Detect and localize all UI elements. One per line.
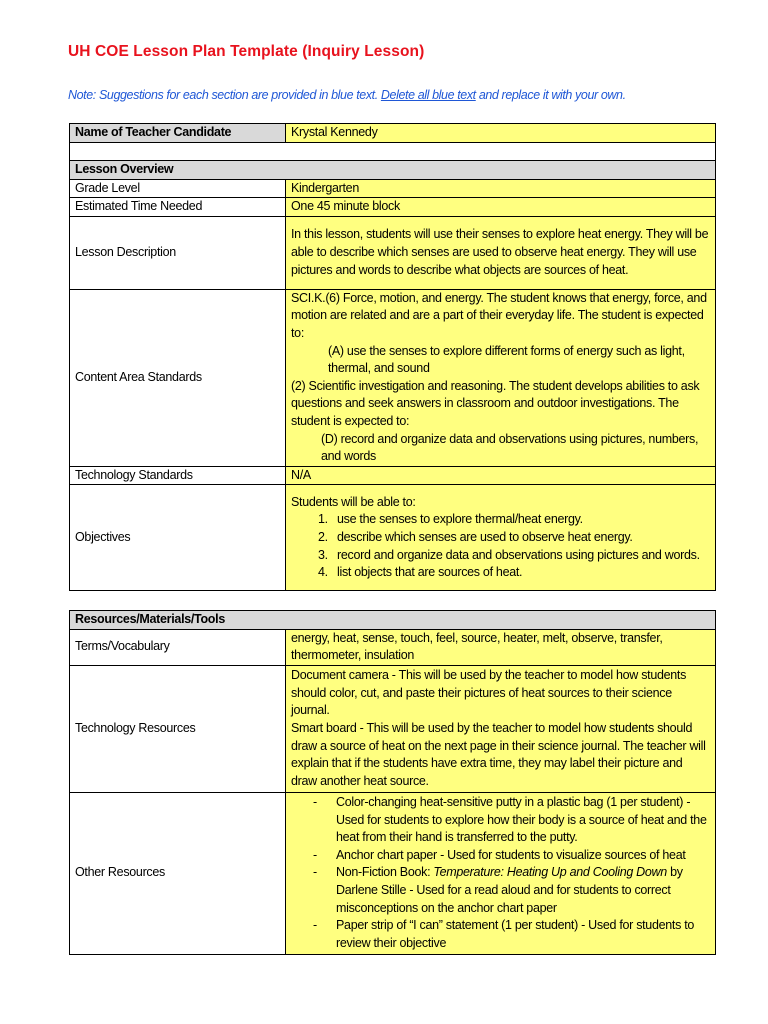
grade-level-label: Grade Level: [70, 179, 286, 198]
standard-2: (2) Scientific investigation and reasoning. The student develops abilities to ask questions and seek answers in classroom and outdoor investigations. The student is expected to:: [291, 378, 700, 428]
other-resources-value: [286, 792, 716, 954]
document-title: UH COE Lesson Plan Template (Inquiry Lesson): [68, 43, 425, 60]
standard-2d: (D) record and organize data and observations using pictures, numbers, and words: [321, 431, 699, 464]
teacher-name-label: Name of Teacher Candidate: [70, 124, 286, 143]
technology-resources-label: Technology Resources: [70, 665, 286, 792]
teacher-name-value: Krystal Kennedy: [286, 124, 716, 143]
grade-level-value: Kindergarten: [286, 179, 716, 198]
lesson-description-label: Lesson Description: [70, 216, 286, 289]
instruction-note: [68, 88, 626, 102]
tech-standards-value: N/A: [286, 466, 716, 485]
content-standards-label: Content Area Standards: [70, 289, 286, 466]
vocabulary-label: Terms/Vocabulary: [70, 629, 286, 665]
smart-board-text: Smart board - This will be used by the teacher to model how students should draw a source of heat on the next page in their science journal. The teacher will explain that if the students have extra time, they may label their picture and draw another heat source.: [291, 720, 706, 788]
time-needed-label: Estimated Time Needed: [70, 198, 286, 217]
spacer-row: [70, 143, 716, 161]
objectives-list: [291, 511, 710, 581]
note-suffix: and replace it with your own.: [475, 88, 626, 102]
technology-resources-value: [286, 665, 716, 792]
standard-6a: (A) use the senses to explore different forms of energy such as light, thermal, and sound: [328, 343, 685, 376]
resource-item-chart-paper: - Anchor chart paper - Used for students to visualize sources of heat: [291, 847, 710, 865]
note-prefix: Note: Suggestions for each section are provided in blue text.: [68, 88, 381, 102]
resources-table: [69, 610, 716, 955]
book-title: Temperature: Heating Up and Cooling Down: [433, 865, 667, 880]
lesson-overview-table: [69, 160, 716, 591]
vocabulary-value: energy, heat, sense, touch, feel, source, heater, melt, observe, transfer, thermometer, insulation: [286, 629, 716, 665]
lesson-overview-header: Lesson Overview: [70, 161, 716, 180]
resources-header: Resources/Materials/Tools: [70, 611, 716, 630]
teacher-table: [69, 123, 716, 161]
lesson-description-value: In this lesson, students will use their senses to explore heat energy. They will be able to describe which senses are used to observe heat energy. They will use pictures and words to describe what objects are sources of heat.: [286, 216, 716, 289]
standard-6: SCI.K.(6) Force, motion, and energy. The student knows that energy, force, and motion are related and are a part of their everyday life. The student is expected to:: [291, 290, 707, 340]
book-prefix: Non-Fiction Book:: [336, 865, 434, 880]
resource-item-paper-strip: - Paper strip of “I can” statement (1 per student) - Used for students to review their objective: [291, 917, 710, 952]
objective-item: 4. list objects that are sources of heat.: [331, 564, 710, 582]
content-standards-value: [286, 289, 716, 466]
tech-standards-label: Technology Standards: [70, 466, 286, 485]
other-resources-label: Other Resources: [70, 792, 286, 954]
resource-item-putty: - Color-changing heat-sensitive putty in a plastic bag (1 per student) - Used for students to explore how their body is a source of heat and the heat from their hand is transferred to the putty.: [291, 794, 710, 847]
resource-item-book: [291, 864, 710, 917]
objective-item: 3. record and organize data and observations using pictures and words.: [331, 547, 710, 565]
objectives-intro: Students will be able to:: [291, 494, 416, 509]
objectives-value: [286, 485, 716, 591]
objectives-label: Objectives: [70, 485, 286, 591]
objective-item: 1. use the senses to explore thermal/heat energy.: [331, 511, 710, 529]
other-resources-list: [291, 794, 710, 952]
document-camera-text: Document camera - This will be used by the teacher to model how students should color, cut, and paste their pictures of heat sources to their science journal.: [291, 668, 687, 718]
objective-item: 2. describe which senses are used to observe heat energy.: [331, 529, 710, 547]
note-link: Delete all blue text: [380, 88, 476, 102]
time-needed-value: One 45 minute block: [286, 198, 716, 217]
book-suffix: by Darlene Stille - Used for a read aloud and for students to correct misconceptions on the anchor chart paper: [336, 865, 683, 915]
